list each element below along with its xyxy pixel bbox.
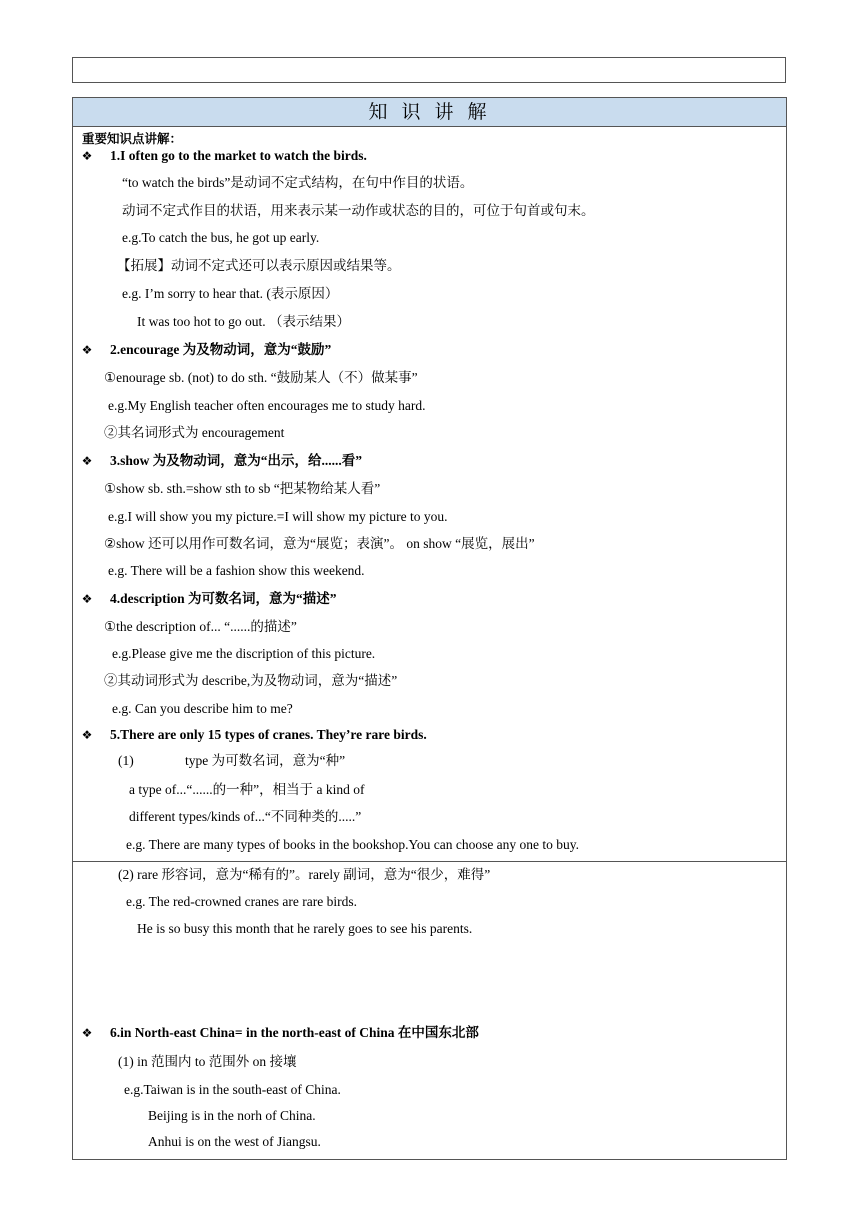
bullet-icon: ❖ <box>81 454 93 468</box>
point-heading: 1.I often go to the market to watch the birds. <box>110 148 367 163</box>
point-heading: 6.in North-east China= in the north-east of China 在中国东北部 <box>110 1025 479 1040</box>
bullet-icon: ❖ <box>81 149 93 163</box>
text-line: ②其动词形式为 describe,为及物动词，意为“描述” <box>104 673 398 688</box>
text-line: 【拓展】动词不定式还可以表示原因或结果等。 <box>117 258 401 273</box>
text-line: e.g.To catch the bus, he got up early. <box>122 230 320 245</box>
subtitle: 重要知识点讲解： <box>82 131 183 146</box>
point-heading: 4.description 为可数名词，意为“描述” <box>110 591 337 606</box>
text-line: 动词不定式作目的状语，用来表示某一动作或状态的目的，可位于句首或句末。 <box>122 203 595 218</box>
text-line: e.g. Can you describe him to me? <box>112 701 293 716</box>
row-divider <box>73 861 786 862</box>
text-line: e.g.My English teacher often encourages me to study hard. <box>108 398 426 413</box>
text-line: ②其名词形式为 encouragement <box>104 425 285 440</box>
bullet-icon: ❖ <box>81 728 93 742</box>
text-line: He is so busy this month that he rarely goes to see his parents. <box>137 921 473 936</box>
text-line: Anhui is on the west of Jiangsu. <box>148 1134 321 1149</box>
text-line: It was too hot to go out. （表示结果） <box>137 314 350 329</box>
text-line: e.g. The red-crowned cranes are rare birds. <box>126 894 358 909</box>
text-line: e.g. I’m sorry to hear that. (表示原因） <box>122 286 339 301</box>
text-line: e.g.I will show you my picture.=I will show my picture to you. <box>108 509 448 524</box>
bullet-icon: ❖ <box>81 592 93 606</box>
point-heading: 3.show 为及物动词，意为“出示，给......看” <box>110 453 363 468</box>
text-line: e.g. There will be a fashion show this weekend. <box>108 563 365 578</box>
text-line: ②show 还可以用作可数名词，意为“展览；表演”。 on show “展览，展出” <box>104 536 535 551</box>
text-line: Beijing is in the norh of China. <box>148 1108 316 1123</box>
text-line: (1) in 范围内 to 范围外 on 接壤 <box>118 1054 297 1069</box>
text-line: ①show sb. sth.=show sth to sb “把某物给某人看” <box>104 481 381 496</box>
text-line: “to watch the birds”是动词不定式结构，在句中作目的状语。 <box>122 175 474 190</box>
text-line: (1) <box>118 753 134 768</box>
text-line: ①enourage sb. (not) to do sth. “鼓励某人（不）做某事” <box>104 370 418 385</box>
bullet-icon: ❖ <box>81 1026 93 1040</box>
text-line: a type of...“......的一种”，相当于 a kind of <box>129 782 365 797</box>
point-heading: 5.There are only 15 types of cranes. They’re rare birds. <box>110 727 427 742</box>
point-heading: 2.encourage 为及物动词，意为“鼓励” <box>110 342 332 357</box>
bullet-icon: ❖ <box>81 343 93 357</box>
text-line: e.g.Taiwan is in the south-east of China. <box>124 1082 341 1097</box>
text-line: ①the description of... “......的描述” <box>104 619 297 634</box>
text-line: different types/kinds of...“不同种类的.....” <box>129 809 362 824</box>
text-line: e.g. There are many types of books in the bookshop.You can choose any one to buy. <box>126 837 580 852</box>
section-title: 知 识 讲 解 <box>73 98 786 127</box>
text-line: (2) rare 形容词，意为“稀有的”。rarely 副词，意为“很少，难得” <box>118 867 491 882</box>
text-line-continued: type 为可数名词，意为“种” <box>185 753 346 768</box>
text-line: e.g.Please give me the discription of this picture. <box>112 646 376 661</box>
empty-header-box <box>72 57 786 83</box>
